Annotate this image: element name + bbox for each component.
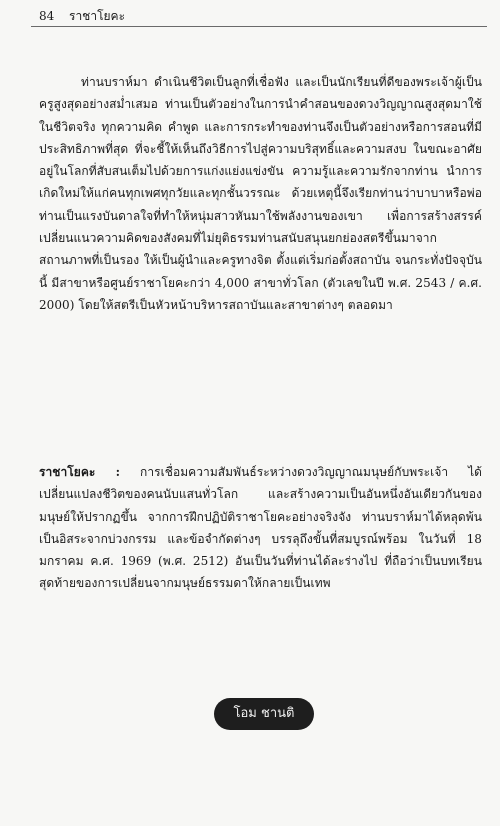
body-paragraph-1 [39, 71, 482, 316]
om-shanti-badge: โอม ชานติ [214, 698, 314, 730]
paragraph-text-2 [39, 461, 482, 595]
body-paragraph-2 [39, 461, 482, 595]
page-number: 84 [39, 9, 55, 23]
paragraph-text: ท่านบราห์มา ดำเนินชีวิตเป็นลูกที่เชื่อฟัง และเป็นนักเรียนที่ดีของพระเจ้าผู้เป็นครูสูงสุดอย่างสม่ำเสมอ ท่านเป็นตัวอย่างในการนำคำสอนของดวงวิญญาณสูงสุดมาใช้ในชีวิตจริง ทุกความคิด คำพูด และการกระทำของท่านจึงเป็นตัวอย่างหรือการสอนที่มีประสิทธิภาพที่สุด ที่จะชี้ให้เห็นถึงวิธีการไปสู่ความบริสุทธิ์และความสงบ ในขณะอาศัยอยู่ในโลกที่สับสนเต็มไปด้วยการแก่งแย่งแข่งขัน ความรู้และความรักจากท่าน นำการเกิดใหม่ให้แก่คนทุกเพศทุกวัยและทุกชั้นวรรณะ ด้วยเหตุนี้จึงเรียกท่านว่าบาบาหรือพ่อ ท่านเป็นแรงบันดาลใจที่ทำให้หนุ่มสาวหันมาใช้พลังงานของเขา เพื่อการสร้างสรรค์ เปลี่ยนแนวความคิดของสังคมที่ไม่ยุติธรรมท่านสนับสนุนยกย่องสตรีขึ้นมาจากสถานภาพที่เป็นรอง ให้เป็นผู้นำและครูทางจิต ตั้งแต่เริ่มก่อตั้งสถาบัน จนกระทั่งปัจจุบันนี้ มีสาขาหรือศูนย์ราชาโยคะกว่า 4,000 สาขาทั่วโลก (ตัวเลขในปี พ.ศ. 2543 / ค.ศ. 2000) โดยให้สตรีเป็นหัวหน้าบริหารสถาบันและสาขาต่างๆ ตลอดมา [39, 75, 482, 312]
section-definition: การเชื่อมความสัมพันธ์ระหว่างดวงวิญญาณมนุษย์กับพระเจ้า ได้เปลี่ยนแปลงชีวิตของคนนับแสนทั่วโลก และสร้างความเป็นอันหนึ่งอันเดียวกันของมนุษย์ให้ปรากฏขึ้น จากการฝึกปฏิบัติราชาโยคะอย่างจริงจัง ท่านบราห์มาได้หลุดพ้นเป็นอิสระจากบ่วงกรรม และข้อจำกัดต่างๆ บรรลุถึงขั้นที่สมบูรณ์พร้อม ในวันที่ 18 มกราคม ค.ศ. 1969 (พ.ศ. 2512) อันเป็นวันที่ท่านได้ละร่างไป ที่ถือว่าเป็นบทเรียนสุดท้ายของการเปลี่ยนจากมนุษย์ธรรมดาให้กลายเป็นเทพ [39, 465, 483, 591]
section-term: ราชาโยคะ : [39, 465, 121, 479]
page-header [31, 4, 487, 27]
running-title: ราชาโยคะ [69, 9, 126, 23]
